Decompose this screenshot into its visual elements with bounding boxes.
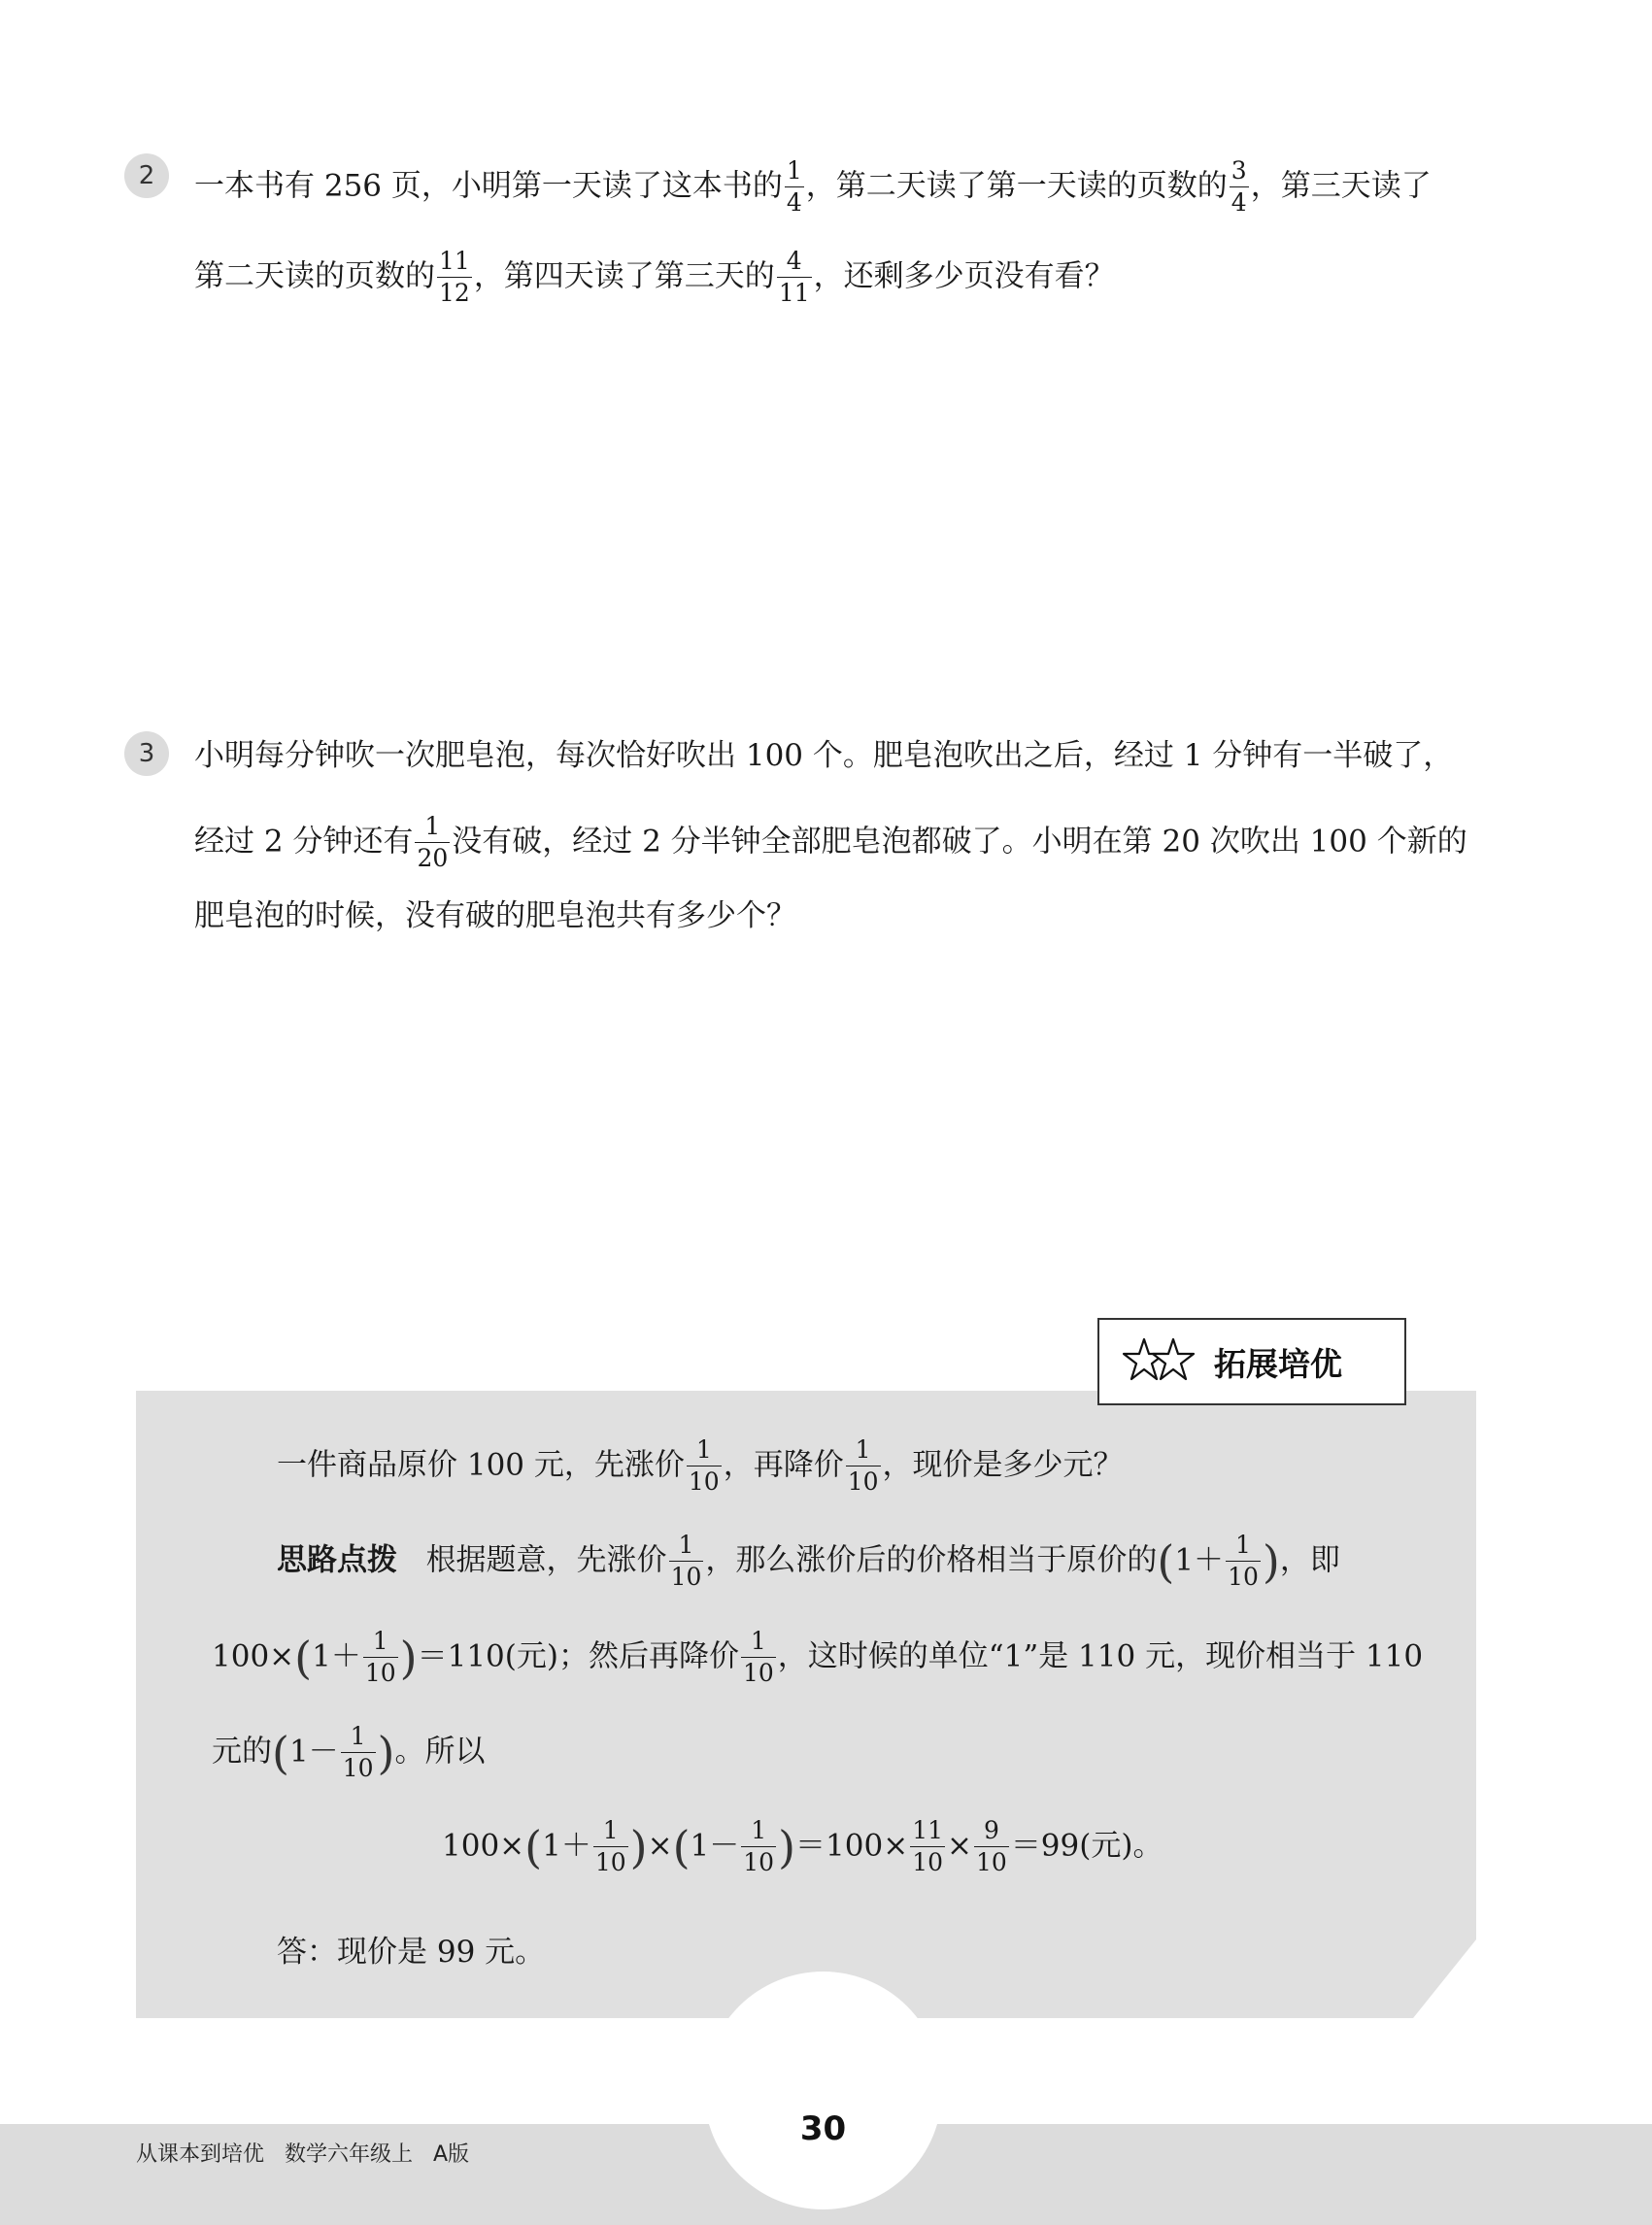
problem-3-line-1: 小明每分钟吹一次肥皂泡，每次恰好吹出 100 个。肥皂泡吹出之后，经过 1 分钟有一半破了， [194, 738, 1454, 773]
fraction: $\frac{1}{10}$ [1228, 1531, 1259, 1592]
page-number-circle [704, 1972, 942, 2209]
extension-line-4: 元的(1－ $\frac{1}{10}$ )。所以 [212, 1722, 486, 1783]
extension-hint-line: 思路点拨 根据题意，先涨价 $\frac{1}{10}$ ，那么涨价后的价格相当于原价的(1＋ $\frac{1}{10}$ )，即 [277, 1531, 1340, 1592]
fraction: $\frac{4}{11}$ [778, 247, 810, 308]
problem-3-line-2: 经过 2 分钟还有 $\frac{1}{20}$ 没有破，经过 2 分半钟全部肥皂泡都破了。小明在第 20 次吹出 100 个新的 [194, 812, 1467, 873]
problem-number-badge: 2 [124, 153, 169, 198]
extension-answer: 答：现价是 99 元。 [277, 1935, 546, 1970]
fraction: $\frac{1}{10}$ [364, 1627, 396, 1688]
problem-3-line-3: 肥皂泡的时候，没有破的肥皂泡共有多少个？ [194, 898, 796, 933]
fraction: $\frac{1}{10}$ [743, 1816, 775, 1877]
fraction: $\frac{1}{4}$ [786, 156, 802, 218]
problem-2-line-1: 一本书有 256 页，小明第一天读了这本书的 $\frac{1}{4}$ ，第二天读了第一天读的页数的 $\frac{3}{4}$ ，第三天读了 [194, 156, 1432, 218]
hint-label: 思路点拨 [277, 1542, 397, 1578]
extension-question: 一件商品原价 100 元，先涨价 $\frac{1}{10}$ ，再降价 $\frac{1}{10}$ ，现价是多少元？ [277, 1435, 1124, 1497]
fraction: $\frac{1}{10}$ [670, 1531, 702, 1592]
fraction: $\frac{11}{10}$ [912, 1816, 944, 1877]
fraction: $\frac{1}{10}$ [688, 1435, 720, 1497]
extension-line-3: 100×(1＋ $\frac{1}{10}$ )＝110(元)；然后再降价 $\frac{1}{10}$ ，这时候的单位“1”是 110 元，现价相当于 110 [212, 1627, 1424, 1688]
fraction: $\frac{3}{4}$ [1231, 156, 1247, 218]
problem-2-line-2: 第二天读的页数的 $\frac{11}{12}$ ，第四天读了第三天的 $\frac{4}{11}$ ，还剩多少页没有看？ [194, 247, 1115, 308]
fraction: $\frac{1}{10}$ [342, 1722, 374, 1783]
double-star-icon [1123, 1335, 1197, 1388]
footer-subject: 数学六年级上 [285, 2142, 414, 2167]
extension-formula: 100×(1＋ $\frac{1}{10}$ )×(1－ $\frac{1}{10}$ )＝100× $\frac{11}{10}$ × $\frac{9}{10}$ ＝99(元)。 [442, 1816, 1163, 1877]
fraction: $\frac{1}{10}$ [742, 1627, 774, 1688]
page-number: 30 [799, 2109, 847, 2148]
fraction: $\frac{1}{20}$ [417, 812, 449, 873]
footer-edition: A版 [433, 2142, 470, 2167]
fraction: $\frac{1}{10}$ [594, 1816, 626, 1877]
fraction: $\frac{11}{12}$ [439, 247, 470, 308]
fraction: $\frac{1}{10}$ [847, 1435, 879, 1497]
fraction: $\frac{9}{10}$ [976, 1816, 1007, 1877]
footer-book-title: 从课本到培优 [136, 2142, 265, 2167]
footer-book-info [136, 2138, 469, 2168]
problem-number-badge: 3 [124, 731, 169, 776]
extension-tag-label: 拓展培优 [1214, 1344, 1342, 1383]
extension-tag [1097, 1318, 1406, 1405]
